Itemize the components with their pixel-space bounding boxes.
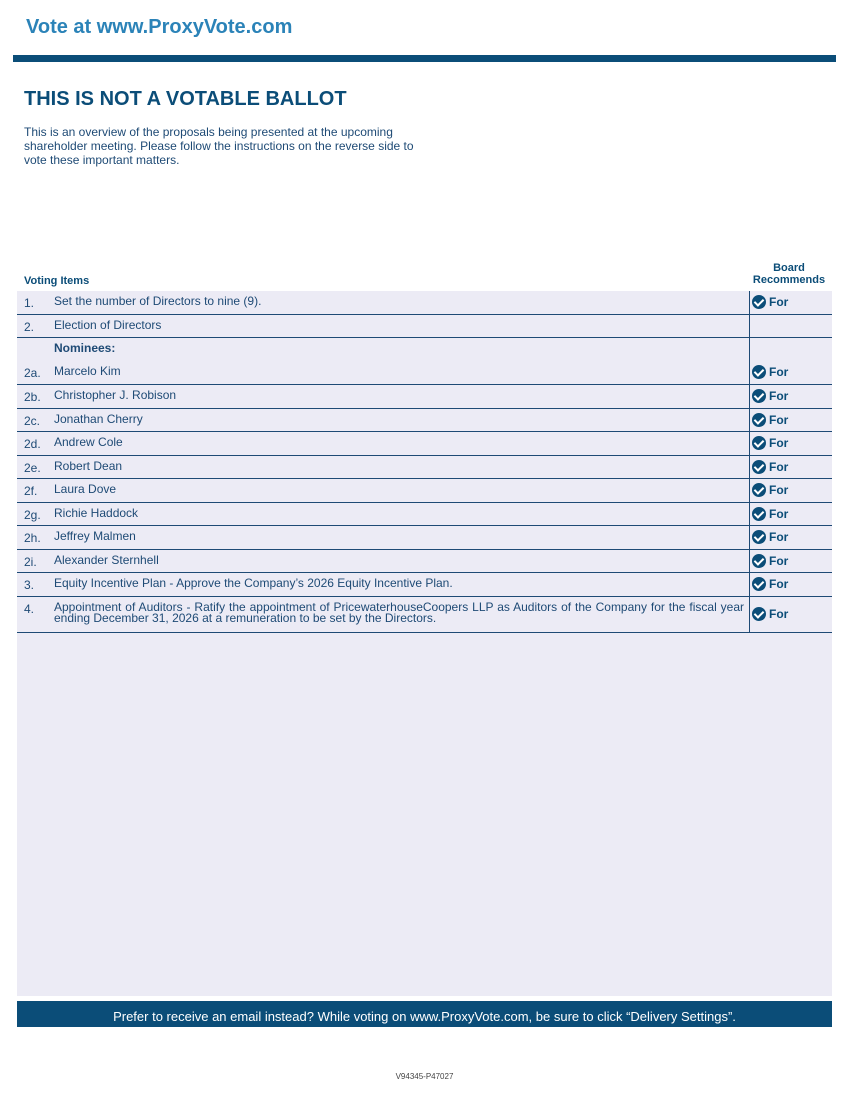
item-text: Set the number of Directors to nine (9). (54, 294, 262, 308)
item-number: 2i. (24, 555, 37, 569)
check-circle-icon (752, 530, 766, 544)
recommendation: For (752, 295, 788, 309)
table-row (17, 291, 832, 315)
site-title: Vote at www.ProxyVote.com (26, 16, 293, 38)
table-row (17, 385, 832, 409)
document-code: V94345-P47027 (395, 1072, 454, 1081)
table-row (17, 526, 832, 550)
item-text: Christopher J. Robison (54, 388, 177, 402)
recommendation: For (752, 436, 788, 450)
item-text: Equity Incentive Plan - Approve the Company’s 2026 Equity Incentive Plan. (54, 576, 453, 590)
voting-items-header: Voting Items (24, 275, 90, 287)
table-row (17, 479, 832, 503)
item-text: Election of Directors (54, 318, 162, 332)
check-circle-icon (752, 365, 766, 379)
recommendation: For (752, 607, 788, 621)
item-number: 4. (24, 602, 35, 616)
recommendation: For (752, 554, 788, 568)
item-number: 2g. (24, 508, 41, 522)
item-text: Robert Dean (54, 459, 123, 473)
email-delivery-banner: Prefer to receive an email instead? While voting on www.ProxyVote.com, be sure to click “Delivery Settings”. (17, 1001, 832, 1027)
check-circle-icon (752, 607, 766, 621)
item-text: Appointment of Auditors - Ratify the appointment of PricewaterhouseCoopers LLP as Auditors of the Company for the fiscal year ending December 31, 2026 at a remuneration to be set by the Directors. (54, 600, 744, 625)
table-row (17, 361, 832, 385)
item-number: 2d. (24, 437, 41, 451)
item-number: 2h. (24, 531, 41, 545)
table-row (17, 503, 832, 526)
table-row (17, 315, 832, 338)
item-number: 2a. (24, 366, 41, 380)
item-text: Alexander Sternhell (54, 553, 159, 567)
check-circle-icon (752, 460, 766, 474)
item-text: Laura Dove (54, 482, 117, 496)
table-row (17, 338, 832, 361)
item-number: 1. (24, 296, 35, 310)
item-text: Richie Haddock (54, 506, 139, 520)
recommendation: For (752, 483, 788, 497)
item-number: 3. (24, 578, 35, 592)
item-number: 2. (24, 320, 35, 334)
check-circle-icon (752, 554, 766, 568)
item-text: Jonathan Cherry (54, 412, 143, 426)
item-text: Marcelo Kim (54, 364, 121, 378)
recommendation: For (752, 365, 788, 379)
item-text: Jeffrey Malmen (54, 529, 136, 543)
item-number: 2f. (24, 484, 38, 498)
page-title: THIS IS NOT A VOTABLE BALLOT (24, 88, 347, 110)
item-number: 2b. (24, 390, 41, 404)
recommendation: For (752, 389, 788, 403)
item-number: 2e. (24, 461, 41, 475)
board-recommends-header: Board Recommends (752, 262, 826, 286)
table-row (17, 456, 832, 479)
table-row (17, 573, 832, 597)
item-number: 2c. (24, 414, 41, 428)
check-circle-icon (752, 389, 766, 403)
table-row (17, 432, 832, 456)
check-circle-icon (752, 507, 766, 521)
intro-text: This is an overview of the proposals being presented at the upcoming shareholder meeting. Please follow the instructions on the reverse side to vote these important matters. (24, 125, 414, 167)
table-row (17, 409, 832, 432)
check-circle-icon (752, 483, 766, 497)
recommendation: For (752, 413, 788, 427)
recommendation: For (752, 530, 788, 544)
check-circle-icon (752, 577, 766, 591)
check-circle-icon (752, 295, 766, 309)
table-row (17, 550, 832, 573)
check-circle-icon (752, 436, 766, 450)
header-rule (13, 55, 836, 62)
recommendation: For (752, 577, 788, 591)
check-circle-icon (752, 413, 766, 427)
recommendation: For (752, 460, 788, 474)
recommendation: For (752, 507, 788, 521)
table-row (17, 597, 832, 633)
item-text: Andrew Cole (54, 435, 123, 449)
nominees-label: Nominees: (54, 341, 116, 355)
